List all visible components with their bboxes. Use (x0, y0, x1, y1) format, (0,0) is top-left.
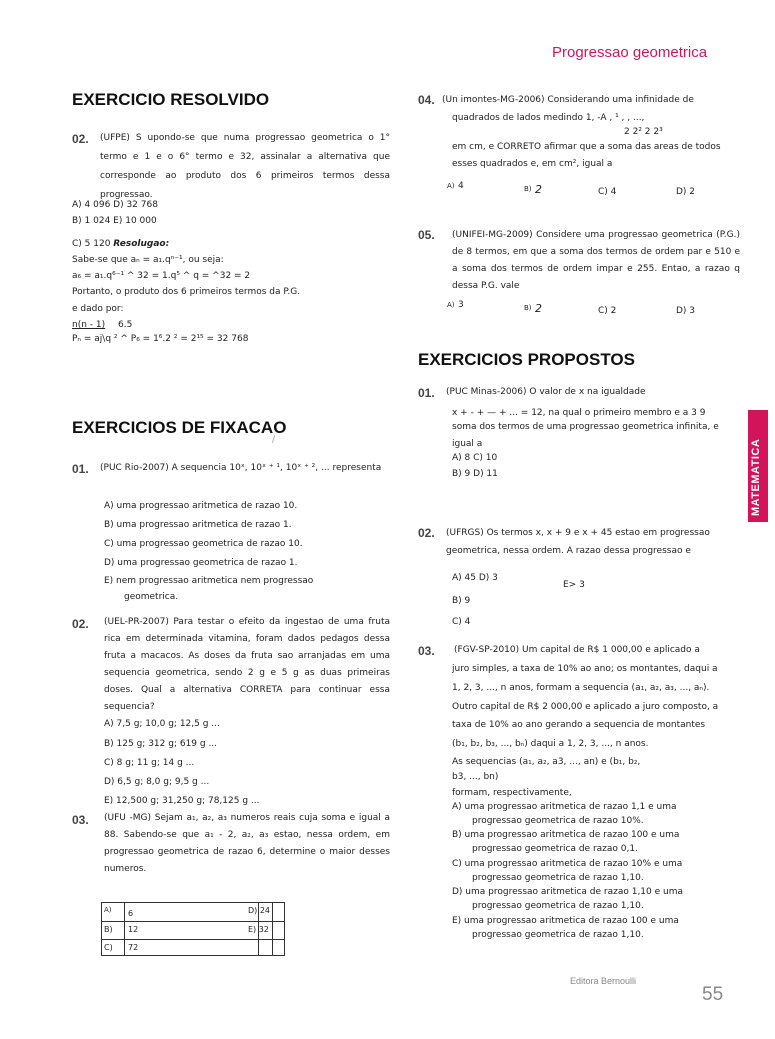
resolution-line: Portanto, o produto dos 6 primeiros termos da P.G. (72, 287, 301, 297)
q5-option-c: C) 2 (598, 306, 617, 316)
q5-option-b-label: B) (524, 304, 532, 312)
fix-q2-option: A) 7,5 g; 10,0 g; 12,5 g ... (104, 719, 220, 729)
p3-option: progressao geometrica de razao 1,10. (472, 901, 644, 911)
p3-option: progressao geometrica de razao 10%. (472, 816, 644, 826)
grid-a-label: A) (104, 906, 112, 914)
resolution-line: e dado por: (72, 304, 124, 314)
p1-line: x + - + — + ... = 12, na qual o primeiro membro e a 3 9 (452, 408, 706, 418)
p3-line: taxa de 10% ao ano gerando a sequencia de montantes (452, 720, 706, 730)
q4-option-a-value: 4 (458, 181, 464, 191)
q4-option-b-value: 2 (535, 183, 542, 196)
q4-number: 04. (418, 93, 435, 107)
grid-c-value: 72 (128, 943, 139, 952)
q4-line: 2 2² 2 2³ (624, 127, 663, 137)
fixation-mark: / (272, 435, 276, 445)
q4-line: em cm, e CORRETO afirmar que a soma das areas de todos esses quadrados e, em cm², igual a (452, 142, 721, 169)
fix-q2-text: (UEL-PR-2007) Para testar o efeito da ingestao de uma fruta rica em determinada vitamina, foram dados pedagos dessa fruta a macacos. As doses da fruta sao arranjadas em uma sequencia geometrica, sendo 2 g e 5 g as duas primeiras doses. Qual a alternativa CORRETA para continuar essa sequencia? (104, 617, 390, 712)
p3-option: D) uma progressao aritmetica de razao 1,10 e uma (452, 887, 684, 897)
answer-grid (101, 902, 285, 956)
resolution-line: Sabe-se que aₙ = a₁.qⁿ⁻¹, ou seja: (72, 255, 224, 265)
p3-option: progressao geometrica de razao 0,1. (472, 844, 638, 854)
resolved-option-line: A) 4 096 D) 32 768 (72, 200, 158, 210)
grid-c-label: C) (104, 943, 113, 952)
p3-option: progressao geometrica de razao 1,10. (472, 873, 644, 883)
resolution-fraction-top: n(n - 1) (72, 320, 106, 330)
q4-line: quadrados de lados medindo 1, -A , ¹ , , ..., (452, 113, 645, 123)
section-title: Progressao geometrica (552, 44, 708, 61)
resolved-number: 02. (72, 132, 89, 146)
resolved-question: (UFPE) S upondo-se que numa progressao geometrica o 1° termo e 1 e o 6° termo e 32, assinalar a alternativa que corresponde ao produto dos 6 primeiros termos dessa progressao. (100, 133, 390, 200)
subject-tab-label: MATEMATICA (750, 438, 762, 516)
q5-option-a-label: A) (447, 301, 455, 309)
p2-number: 02. (418, 526, 435, 540)
p2-option-e: E> 3 (563, 580, 585, 590)
fix-q2-option: E) 12,500 g; 31,250 g; 78,125 g ... (104, 796, 260, 806)
heading-resolved: EXERCICIO RESOLVIDO (72, 90, 270, 109)
p1-line: (PUC Minas-2006) O valor de x na igualdade (446, 387, 646, 397)
q4-option-c: C) 4 (598, 187, 617, 197)
fix-q1-option: E) nem progressao aritmetica nem progressao (104, 576, 314, 586)
grid-d: D) 24 (248, 906, 271, 915)
p3-line: As sequencias (a₁, a₂, a3, ..., an) e (b₁, b₂, (452, 757, 641, 767)
grid-a-value: 6 (128, 909, 134, 918)
resolution-label: Resolugao: (113, 239, 170, 249)
p3-line: formam, respectivamente, (452, 788, 572, 798)
fix-q1-option: B) uma progressao aritmetica de razao 1. (104, 520, 292, 530)
q4-option-b-label: B) (524, 185, 532, 193)
p1-line: soma dos termos de uma progressao geometrica infinita, e igual a (452, 422, 719, 449)
resolution-line: a₆ = a₁.q⁶⁻¹ ^ 32 = 1.q⁵ ^ q = ^32 = 2 (72, 271, 251, 281)
fix-q3-text: (UFU -MG) Sejam a₁, a₂, a₃ numeros reais cuja soma e igual a 88. Sabendo-se que a₁ - 2, a₂, a₃ estao, nessa ordem, em progressao geometrica de razao 6, determine o maior desses numeros. (104, 813, 390, 874)
heading-proposed: EXERCICIOS PROPOSTOS (418, 350, 635, 369)
q5-number: 05. (418, 228, 435, 242)
p3-line: juro simples, a taxa de 10% ao ano; os montantes, daqui a (452, 664, 718, 674)
p2-option-line: B) 9 (452, 596, 471, 606)
grid-b-label: B) (104, 925, 113, 934)
fix-q1-option: A) uma progressao aritmetica de razao 10. (104, 501, 298, 511)
p3-option: progressao geometrica de razao 1,10. (472, 930, 644, 940)
fix-q2-option: B) 125 g; 312 g; 619 g ... (104, 739, 218, 749)
heading-fixation: EXERCICIOS DE FIXACAO (72, 418, 287, 437)
q5-text: (UNIFEI-MG-2009) Considere uma progressao geometrica (P.G.) de 8 termos, em que a soma dos termos de ordem par e 510 e a soma dos termos de ordem impar e 255. Entao, a razao q dessa P.G. vale (452, 230, 740, 291)
p3-option: E) uma progressao aritmetica de razao 100 e uma (452, 916, 679, 926)
resolved-option-line (72, 237, 169, 252)
q4-line: (Un imontes-MG-2006) Considerando uma infinidade de (442, 95, 694, 105)
resolved-option-c: C) 5 120 (72, 239, 111, 249)
p2-text: (UFRGS) Os termos x, x + 9 e x + 45 estao em progressao geometrica, nessa ordem. A razao dessa progressao e (446, 528, 710, 556)
p3-line: (FGV-SP-2010) Um capital de R$ 1 000,00 e aplicado a (454, 645, 700, 655)
p3-option: C) uma progressao aritmetica de razao 10% e uma (452, 859, 683, 869)
p2-option-line: A) 45 D) 3 (452, 573, 498, 583)
p3-line: Outro capital de R$ 2 000,00 e aplicado a juro composto, a (452, 702, 719, 712)
resolution-line: Pₙ = aj\q ² ^ P₆ = 1⁶.2 ² = 2¹⁵ = 32 768 (72, 334, 249, 344)
fix-q2-option: C) 8 g; 11 g; 14 g ... (104, 758, 195, 768)
fix-q1-option: C) uma progressao geometrica de razao 10. (104, 539, 303, 549)
q5-option-d: D) 3 (676, 306, 696, 316)
page-number: 55 (702, 984, 724, 1005)
p3-line: 1, 2, 3, ..., n anos, formam a sequencia (a₁, a₂, a₃, ..., aₙ). (452, 683, 710, 693)
fix-q1-option: geometrica. (124, 592, 179, 602)
fix-q1-text: (PUC Rio-2007) A sequencia 10ˣ, 10ˣ ⁺ ¹, 10ˣ ⁺ ², ... representa (100, 463, 382, 473)
grid-b-value: 12 (128, 925, 139, 934)
grid-e: E) 32 (248, 925, 269, 934)
p1-option-line: A) 8 C) 10 (452, 453, 498, 463)
publisher-name: Editora Bernoulli (570, 976, 637, 986)
p2-option-line: C) 4 (452, 617, 471, 627)
p3-option: B) uma progressao aritmetica de razao 100 e uma (452, 830, 680, 840)
resolution-fraction-top: 6.5 (118, 320, 133, 330)
p1-option-line: B) 9 D) 11 (452, 469, 498, 479)
fix-q1-number: 01. (72, 462, 89, 476)
subject-tab (748, 410, 768, 522)
q5-option-a-value: 3 (458, 300, 464, 310)
resolved-option-line: B) 1 024 E) 10 000 (72, 216, 157, 226)
p1-number: 01. (418, 386, 435, 400)
q5-option-b-value: 2 (535, 302, 542, 315)
p3-number: 03. (418, 644, 435, 658)
p3-line: b3, ..., bn) (452, 772, 499, 782)
p3-line: (b₁, b₂, b₃, ..., bₙ) daqui a 1, 2, 3, ..., n anos. (452, 739, 649, 749)
q4-option-d: D) 2 (676, 187, 696, 197)
fix-q2-number: 02. (72, 617, 89, 631)
fix-q2-option: D) 6,5 g; 8,0 g; 9,5 g ... (104, 777, 210, 787)
fix-q3-number: 03. (72, 813, 89, 827)
fix-q1-option: D) uma progressao geometrica de razao 1. (104, 558, 298, 568)
p3-option: A) uma progressao aritmetica de razao 1,1 e uma (452, 802, 677, 812)
q4-option-a-label: A) (447, 182, 455, 190)
